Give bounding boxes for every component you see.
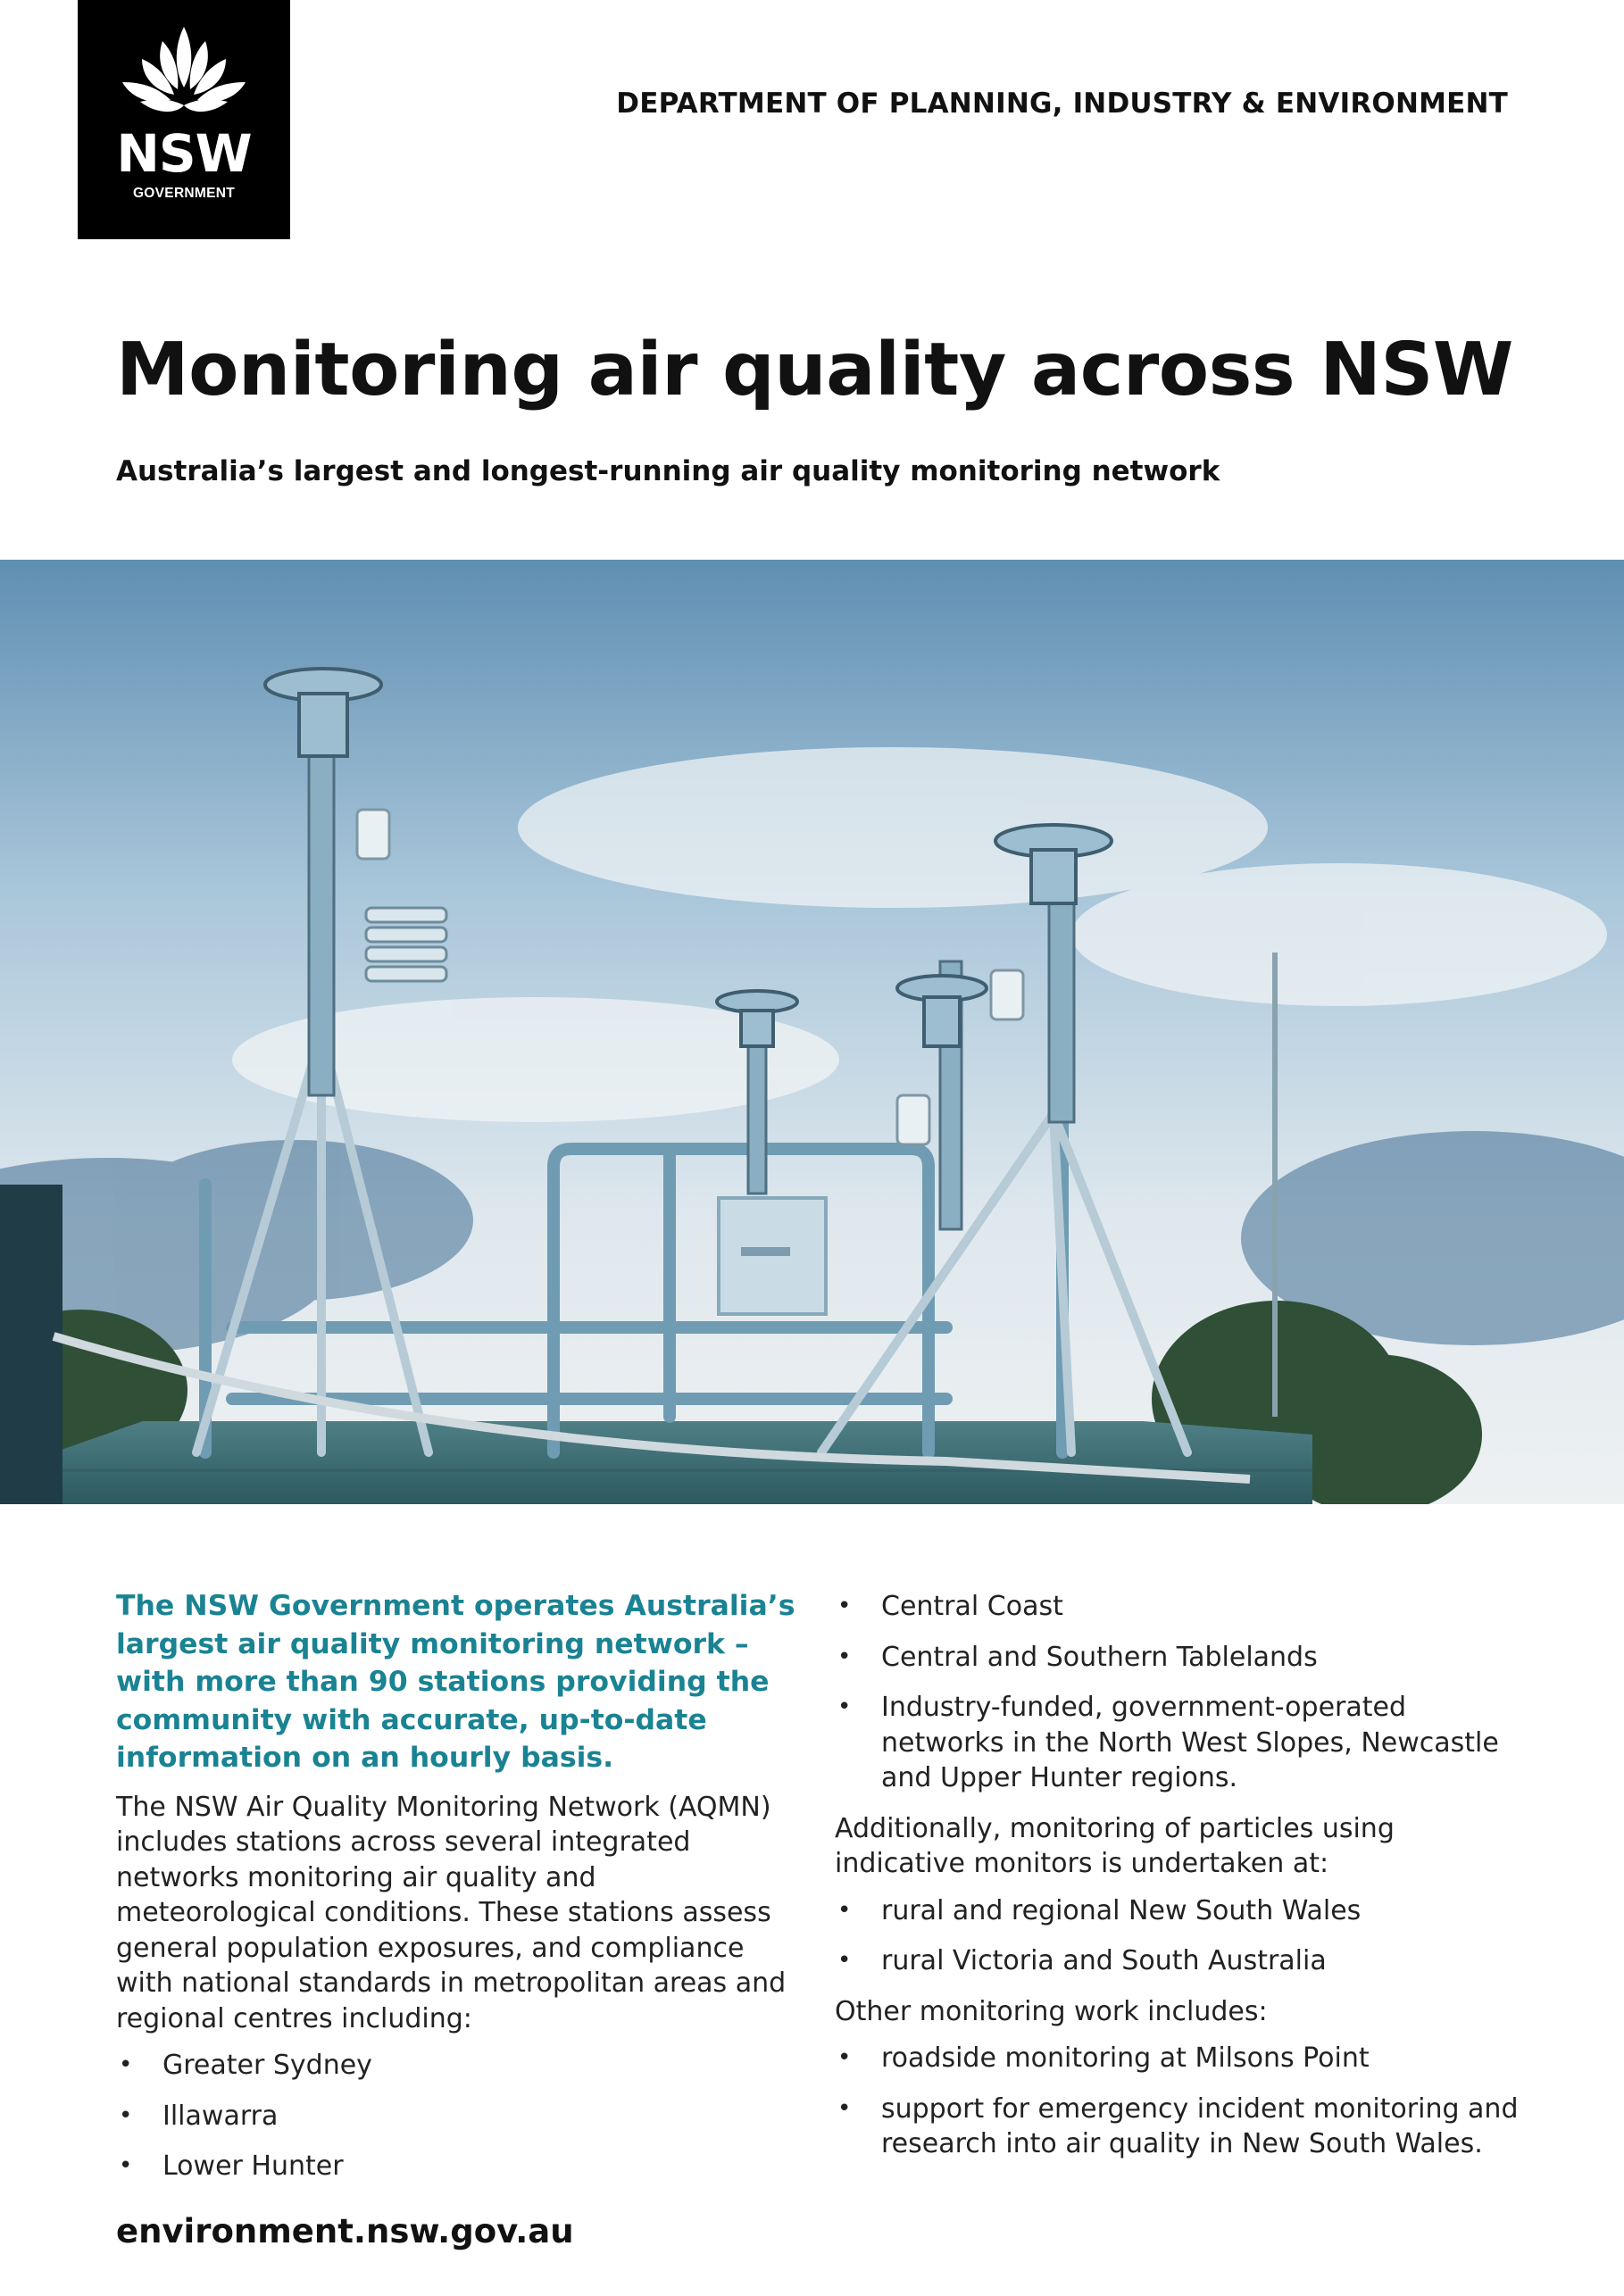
- department-name: DEPARTMENT OF PLANNING, INDUSTRY & ENVIRONMENT: [616, 87, 1508, 120]
- lead-paragraph: The NSW Government operates Australia’s largest air quality monitoring network – with more than 90 stations providing the community with accurate, up-to-date information on an hourly basis.: [116, 1590, 795, 1775]
- regions-list-left: [116, 2048, 804, 2184]
- list-item: • Central Coast: [835, 1589, 1531, 1625]
- list-item: • Central and Southern Tablelands: [835, 1640, 1531, 1676]
- list-item: • Illawarra: [116, 2099, 804, 2134]
- logo-subtext: GOVERNMENT: [132, 186, 236, 201]
- air-quality-monitoring-station-photo: [0, 560, 1624, 1504]
- list-item: • rural Victoria and South Australia: [835, 1943, 1531, 1979]
- list-item: • Lower Hunter: [116, 2149, 804, 2184]
- regions-list-right: [835, 1589, 1531, 1796]
- page-title: Monitoring air quality across NSW: [116, 328, 1513, 412]
- left-column: [116, 1587, 804, 2200]
- footer-website-link[interactable]: environment.nsw.gov.au: [116, 2212, 574, 2250]
- indicative-list: [835, 1893, 1531, 1979]
- page-subtitle: Australia’s largest and longest-running air quality monitoring network: [116, 455, 1220, 487]
- body-paragraph: The NSW Air Quality Monitoring Network (AQMN) includes stations across several integrated networks monitoring air quality and meteorological conditions. These stations assess general population exposures, and compliance with national standards in metropolitan areas and regional centres including:: [116, 1791, 787, 2034]
- other-intro: Other monitoring work includes:: [835, 1995, 1268, 2027]
- waratah-icon: [78, 0, 290, 125]
- indicative-intro: Additionally, monitoring of particles using indicative monitors is undertaken at:: [835, 1812, 1395, 1879]
- other-list: [835, 2041, 1531, 2162]
- list-item: • roadside monitoring at Milsons Point: [835, 2041, 1531, 2076]
- right-column: [835, 1589, 1531, 2177]
- list-item: • support for emergency incident monitoring and research into air quality in New South Wales.: [835, 2092, 1531, 2162]
- list-item: • Greater Sydney: [116, 2048, 804, 2084]
- list-item: • rural and regional New South Wales: [835, 1893, 1531, 1929]
- logo-wordmark: NSW: [116, 123, 252, 184]
- nsw-government-logo: [78, 0, 290, 239]
- list-item: • Industry-funded, government-operated networks in the North West Slopes, Newcastle and Upper Hunter regions.: [835, 1690, 1531, 1796]
